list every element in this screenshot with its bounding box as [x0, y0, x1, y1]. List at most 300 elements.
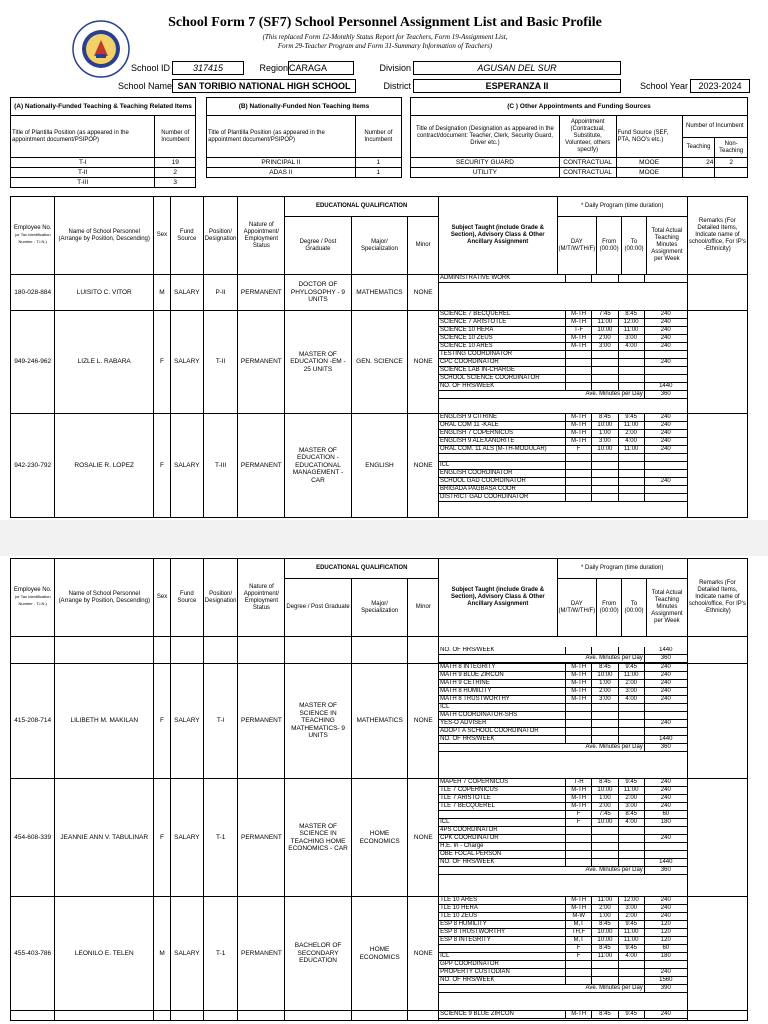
remarks-cell	[687, 311, 747, 414]
division-label: Division	[379, 63, 411, 73]
subject-cell: MATH 9 CETRINE	[439, 680, 565, 688]
assignment-table	[439, 311, 687, 399]
assignment-row	[439, 913, 687, 921]
day-cell	[566, 470, 592, 478]
to-cell: 3:00	[618, 905, 644, 913]
name-cell: ROSALIE R. LOPEZ	[55, 414, 154, 518]
assignment-row	[439, 704, 687, 712]
assignment-row	[439, 779, 687, 787]
day-cell	[566, 367, 592, 375]
school-name-field[interactable]: SAN TORIBIO NATIONAL HIGH SCHOOL	[172, 79, 356, 93]
nature-header: Nature of Appointment/ Employment Status	[238, 559, 285, 637]
minutes-cell	[644, 470, 687, 478]
day-header: DAY (M/T/W/TH/F)	[557, 579, 597, 637]
personnel-row	[11, 275, 748, 311]
edu-header: EDUCATIONAL QUALIFICATION	[285, 559, 439, 579]
day-cell	[566, 969, 592, 977]
position-cell: T-III	[203, 414, 238, 518]
day-cell	[566, 712, 592, 720]
major-cell: HOME ECONOMICS	[351, 779, 408, 897]
day-cell	[566, 351, 592, 359]
subject-cell	[439, 945, 565, 953]
section-c-fund: MOOE	[616, 158, 682, 168]
form-subtitle-1: (This replaced Form 12-Monthly Status Report for Teachers, Form 19-Assignment List,	[262, 33, 508, 41]
day-cell: M-TH	[566, 319, 592, 327]
major-header: Major/ Specialization	[351, 579, 408, 637]
from-cell: 8:45	[592, 414, 618, 422]
form-subtitle-2: Form 29-Teacher Program and Form 31-Summary Information of Teachers)	[277, 42, 493, 50]
section-c-title: (C ) Other Appointments and Funding Sources	[411, 98, 748, 116]
to-cell	[618, 704, 644, 712]
emp-no-cell: 454-608-339	[11, 779, 55, 897]
day-cell: M-TH	[566, 311, 592, 319]
section-c-col2: Appointment (Contractual, Substitute, Volunteer, others specify)	[559, 116, 616, 158]
assignment-row	[439, 335, 687, 343]
to-cell: 11:00	[618, 929, 644, 937]
to-cell: 4:00	[618, 343, 644, 351]
assignment-table	[439, 897, 687, 993]
to-cell	[618, 977, 644, 985]
school-id-field[interactable]: 317415	[172, 61, 244, 75]
day-cell: M-TH	[566, 803, 592, 811]
to-cell	[618, 359, 644, 367]
from-cell: 1:00	[592, 913, 618, 921]
to-header: To (00:00)	[622, 217, 647, 275]
minutes-cell: 240	[644, 319, 687, 327]
minutes-cell: 1560	[644, 977, 687, 985]
division-field[interactable]: AGUSAN DEL SUR	[413, 61, 621, 75]
from-cell: 8:45	[592, 664, 618, 672]
day-cell: M,T	[566, 921, 592, 929]
day-cell: F	[566, 446, 592, 454]
personnel-row	[11, 664, 748, 779]
fund-cell: SALARY	[170, 311, 203, 414]
from-cell	[592, 351, 618, 359]
assignment-cell	[439, 664, 688, 779]
from-cell	[592, 835, 618, 843]
minutes-cell: 240	[644, 478, 687, 486]
minutes-cell	[644, 961, 687, 969]
from-header: From (00:00)	[597, 217, 622, 275]
day-cell	[566, 720, 592, 728]
major-cell: MATHEMATICS	[351, 275, 408, 311]
from-cell	[592, 462, 618, 470]
from-header: From (00:00)	[597, 579, 622, 637]
fund-cell: SALARY	[170, 779, 203, 897]
section-b-position: ADAS II	[207, 168, 356, 178]
subject-cell: TLE 10 ZEUS	[439, 913, 565, 921]
assignment-row	[439, 688, 687, 696]
day-cell	[566, 704, 592, 712]
subject-cell: ORAL COM 11 -KALE	[439, 422, 566, 430]
to-cell: 11:00	[618, 422, 644, 430]
emp-no-header: Employee No. (or Tax Identification Number - T.I.N.)	[11, 197, 55, 275]
subject-cell: ICL	[439, 819, 565, 827]
position-header: Position/ Designation	[203, 559, 238, 637]
degree-cell: MASTER OF SCIENCE IN TEACHING HOME ECONOMICS - CAR	[285, 779, 351, 897]
minutes-cell: 240	[644, 430, 687, 438]
day-cell: M,T	[566, 937, 592, 945]
from-cell: 10:00	[592, 422, 618, 430]
day-cell	[566, 478, 592, 486]
minutes-cell: 240	[644, 446, 687, 454]
degree-cell: MASTER OF SCIENCE IN TEACHING MATHEMATICS- 9 UNITS	[285, 664, 351, 779]
emp-no-header: Employee No. (or Tax Identification Number - T.I.N.)	[11, 559, 55, 637]
day-cell: M-TH	[566, 787, 592, 795]
to-cell: 2:00	[618, 913, 644, 921]
to-cell	[618, 375, 644, 383]
subject-cell: MATH COORDINATOR-SHS	[439, 712, 565, 720]
degree-cell: MASTER OF EDUCATION -EM - 25 UNITS	[285, 311, 351, 414]
from-cell	[592, 704, 618, 712]
minutes-cell: 240	[644, 913, 687, 921]
day-cell: M-TH	[566, 335, 592, 343]
day-cell: M-TH	[566, 672, 592, 680]
remarks-cell	[687, 414, 747, 518]
to-cell: 9:45	[618, 779, 644, 787]
minutes-cell: 240	[644, 969, 687, 977]
to-header: To (00:00)	[622, 579, 647, 637]
minutes-cell	[644, 728, 687, 736]
section-a-count: 19	[155, 158, 196, 168]
to-cell: 3:00	[618, 688, 644, 696]
assignment-row	[439, 430, 687, 438]
day-cell	[566, 462, 592, 470]
subject-cell: GPP COORDINATOR	[439, 961, 565, 969]
section-b-col2: Number of Incumbent	[355, 116, 401, 158]
sex-header: Sex	[154, 197, 171, 275]
assignment-table	[439, 275, 687, 283]
assignment-row	[439, 803, 687, 811]
assignment-row	[439, 736, 687, 744]
day-header: DAY (M/T/W/TH/F)	[557, 217, 597, 275]
day-cell	[566, 977, 592, 985]
school-id-label: School ID	[130, 63, 170, 73]
assignment-row	[439, 454, 687, 462]
to-cell: 12:00	[618, 897, 644, 905]
subject-cell: MATH 9 BLUE ZIRCON	[439, 672, 565, 680]
from-cell	[592, 728, 618, 736]
ave-value: 360	[644, 655, 687, 663]
ave-label: Ave. Minutes per Day	[439, 867, 644, 875]
daily-header: * Daily Program (time duration)	[557, 559, 687, 579]
minutes-cell: 240	[644, 1011, 687, 1019]
from-cell	[592, 720, 618, 728]
minutes-cell: 240	[644, 335, 687, 343]
emp-no-cell: 180-028-884	[11, 275, 55, 311]
sex-cell: M	[154, 275, 171, 311]
degree-cell: BACHELOR OF SECONDARY EDUCATION	[285, 897, 351, 1011]
assignment-row	[439, 351, 687, 359]
subject-cell: OBE FOCAL PERSON	[439, 851, 565, 859]
from-cell: 11:00	[592, 953, 618, 961]
district-field[interactable]: ESPERANZA II	[413, 79, 621, 93]
from-cell: 3:00	[592, 438, 618, 446]
sex-cell: F	[154, 414, 171, 518]
form-title: School Form 7 (SF7) School Personnel Assignment List and Basic Profile	[168, 15, 602, 30]
from-cell: 2:00	[592, 688, 618, 696]
remarks-header: Remarks (For Detailed Items, Indicate name of school/office, For IP's -Ethnicity)	[687, 197, 747, 275]
personnel-row	[11, 779, 748, 897]
section-a-col1: Title of Plantilla Position (as appeared in the appointment document/PSIPOP)	[11, 116, 155, 158]
subject-cell: ICL	[439, 953, 565, 961]
minor-cell: NONE	[408, 311, 439, 414]
minutes-cell	[644, 494, 687, 502]
day-cell: M-TH	[566, 664, 592, 672]
subject-cell	[439, 454, 566, 462]
from-cell: 7:45	[592, 811, 618, 819]
minutes-cell: 1440	[644, 736, 687, 744]
section-c-fund: MOOE	[616, 168, 682, 178]
assignment-row	[439, 319, 687, 327]
from-cell: 8:45	[592, 945, 618, 953]
from-cell: 1:00	[592, 680, 618, 688]
assignment-row	[439, 383, 687, 391]
subject-cell: ICL	[439, 462, 566, 470]
minutes-cell: 1440	[644, 383, 687, 391]
to-cell: 11:00	[618, 672, 644, 680]
section-c-nonteaching-count: 2	[715, 158, 748, 168]
assignment-row	[439, 945, 687, 953]
day-cell	[566, 486, 592, 494]
ave-value: 390	[644, 985, 687, 993]
minutes-cell: 180	[644, 819, 687, 827]
name-header: Name of School Personnel (Arrange by Position, Descending)	[55, 197, 154, 275]
nature-cell: PERMANENT	[238, 414, 285, 518]
section-c-teaching-count	[682, 168, 715, 178]
day-cell: M-TH	[566, 897, 592, 905]
fund-cell: SALARY	[170, 414, 203, 518]
page-gap	[0, 520, 768, 556]
to-cell	[618, 367, 644, 375]
subject-cell: SCIENCE 7 BECQUEREL	[439, 311, 566, 319]
to-cell: 3:00	[618, 803, 644, 811]
assignment-row	[439, 311, 687, 319]
average-row	[439, 985, 687, 993]
minutes-cell	[644, 351, 687, 359]
to-cell	[618, 859, 644, 867]
subject-cell: ORAL COM. 11 ALS (M-TH-MODULAR)	[439, 446, 566, 454]
assignment-row	[439, 827, 687, 835]
total-header: Total Actual Teaching Minutes Assignment per Week	[647, 579, 688, 637]
assignment-table	[439, 779, 687, 875]
day-cell	[566, 728, 592, 736]
minutes-cell: 240	[644, 720, 687, 728]
ave-label: Ave. Minutes per Day	[439, 985, 644, 993]
to-cell: 9:45	[618, 414, 644, 422]
assignment-row	[439, 664, 687, 672]
region-field[interactable]: CARAGA	[288, 61, 354, 75]
name-cell: LUISITO C. VITOR	[55, 275, 154, 311]
major-cell: HOME ECONOMICS	[351, 897, 408, 1011]
personnel-table-continued	[10, 558, 748, 1021]
assignment-row	[439, 929, 687, 937]
personnel-row	[11, 311, 748, 414]
subject-cell	[439, 811, 565, 819]
minutes-cell	[644, 275, 687, 283]
to-cell: 9:45	[618, 921, 644, 929]
to-cell: 2:00	[618, 795, 644, 803]
from-cell	[592, 486, 618, 494]
minor-cell: NONE	[408, 414, 439, 518]
subject-cell: MATH 8 HUMILITY	[439, 688, 565, 696]
assignment-row	[439, 811, 687, 819]
subject-cell: ICL	[439, 704, 565, 712]
minutes-cell: 240	[644, 672, 687, 680]
subject-cell: DISTRICT GAD COORDINATOR	[439, 494, 566, 502]
subject-cell: ESP 8 TRUSTWORTHY	[439, 929, 565, 937]
major-cell: MATHEMATICS	[351, 664, 408, 779]
to-cell: 4:00	[618, 438, 644, 446]
from-cell	[592, 367, 618, 375]
subject-header: Subject Taught (include Grade & Section), Advisory Class & Other Ancillary Assignment	[438, 197, 557, 275]
position-header: Position/ Designation	[203, 197, 238, 275]
subject-cell: ADMINISTRATIVE WORK	[439, 275, 566, 283]
section-c-designation: SECURITY GUARD	[411, 158, 560, 168]
day-cell: F	[566, 819, 592, 827]
emp-no-cell: 415-208-714	[11, 664, 55, 779]
from-cell	[592, 275, 618, 283]
to-cell	[618, 275, 644, 283]
section-a-position: T-II	[11, 168, 155, 178]
from-cell	[592, 851, 618, 859]
assignment-row	[439, 414, 687, 422]
from-cell: 10:00	[592, 672, 618, 680]
minutes-cell: 60	[644, 945, 687, 953]
minutes-cell: 240	[644, 688, 687, 696]
from-cell	[592, 375, 618, 383]
day-cell: M-TH	[566, 905, 592, 913]
assignment-row	[439, 969, 687, 977]
assignment-row	[439, 937, 687, 945]
minor-cell: NONE	[408, 779, 439, 897]
day-cell: M-TH	[566, 414, 592, 422]
ave-value: 360	[644, 744, 687, 752]
day-cell: F	[566, 811, 592, 819]
from-cell: 7:45	[592, 311, 618, 319]
minor-cell: NONE	[408, 275, 439, 311]
from-cell	[592, 736, 618, 744]
assignment-row	[439, 843, 687, 851]
assignment-row	[439, 446, 687, 454]
position-cell: T-I	[203, 664, 238, 779]
minutes-cell: 180	[644, 953, 687, 961]
day-cell	[566, 454, 592, 462]
position-cell: T-1	[203, 779, 238, 897]
school-name-label: School Name	[117, 81, 172, 91]
section-c-designation: UTILITY	[411, 168, 560, 178]
section-c-table	[410, 97, 748, 178]
subject-cell: MAPEH 7 COPERNICUS	[439, 779, 565, 787]
minutes-cell: 240	[644, 359, 687, 367]
from-cell: 10:00	[592, 929, 618, 937]
assignment-row	[439, 712, 687, 720]
minutes-cell: 240	[644, 414, 687, 422]
from-cell: 10:00	[592, 787, 618, 795]
subject-cell: MATH 8 INTEGRITY	[439, 664, 565, 672]
assignment-table	[439, 664, 687, 752]
to-cell: 11:00	[618, 937, 644, 945]
from-cell	[592, 843, 618, 851]
from-cell: 1:00	[592, 795, 618, 803]
minutes-cell	[644, 375, 687, 383]
from-cell	[592, 961, 618, 969]
from-cell: 11:00	[592, 897, 618, 905]
subject-cell: 4PS COORDINATOR	[439, 827, 565, 835]
subject-cell: TLE 10 ARES	[439, 897, 565, 905]
subject-cell: ENGLISH 9 CITRINE	[439, 414, 566, 422]
section-c-teaching: Teaching	[682, 138, 715, 158]
degree-header: Degree / Post Graduate	[285, 217, 351, 275]
section-c-col4: Number of Incumbent	[682, 116, 747, 138]
to-cell	[618, 728, 644, 736]
remarks-cell	[687, 275, 747, 311]
to-cell: 8:45	[618, 311, 644, 319]
assignment-row	[439, 921, 687, 929]
day-cell: M-TH	[566, 688, 592, 696]
minutes-cell: 120	[644, 937, 687, 945]
subject-cell: CPC COORDINATOR	[439, 359, 566, 367]
to-cell	[618, 486, 644, 494]
day-cell	[566, 961, 592, 969]
assignment-row	[439, 359, 687, 367]
minutes-cell: 240	[644, 422, 687, 430]
personnel-table	[10, 196, 748, 518]
school-year-field[interactable]: 2023-2024	[690, 79, 750, 93]
minutes-cell	[644, 704, 687, 712]
assignment-row	[439, 819, 687, 827]
minutes-cell: 240	[644, 835, 687, 843]
day-cell: F	[566, 945, 592, 953]
assignment-row	[439, 375, 687, 383]
average-row	[439, 391, 687, 399]
total-header: Total Actual Teaching Minutes Assignment per Week	[646, 217, 687, 275]
day-cell: M-TH	[566, 795, 592, 803]
minutes-cell: 240	[644, 343, 687, 351]
ave-label: Ave. Minutes per Day	[439, 655, 644, 663]
assignment-row	[439, 859, 687, 867]
assignment-row	[439, 977, 687, 985]
fund-cell: SALARY	[170, 275, 203, 311]
assignment-row	[439, 835, 687, 843]
fund-cell: SALARY	[170, 664, 203, 779]
assignment-row	[439, 367, 687, 375]
subject-cell: ENGLISH 7 COPERNICUS	[439, 430, 566, 438]
assignment-row	[439, 494, 687, 502]
minutes-cell: 240	[644, 438, 687, 446]
from-cell	[592, 969, 618, 977]
section-b-table	[206, 97, 402, 178]
minutes-cell	[644, 367, 687, 375]
nature-cell: PERMANENT	[238, 664, 285, 779]
hrs-label: NO. OF HRS/WEEK	[439, 647, 565, 655]
emp-no-cell: 455-403-786	[11, 897, 55, 1011]
from-cell: 2:00	[592, 803, 618, 811]
day-cell: M-TH	[566, 430, 592, 438]
from-cell	[592, 827, 618, 835]
from-cell	[592, 470, 618, 478]
from-cell: 10:00	[592, 446, 618, 454]
from-cell	[592, 712, 618, 720]
nature-cell: PERMANENT	[238, 311, 285, 414]
day-cell: F	[566, 953, 592, 961]
subject-cell: ADOPT A SCHOOL COORDINATOR	[439, 728, 565, 736]
form-page-2	[0, 556, 768, 1024]
to-cell	[618, 961, 644, 969]
minutes-cell	[644, 712, 687, 720]
minutes-cell: 240	[644, 795, 687, 803]
minutes-cell	[644, 851, 687, 859]
